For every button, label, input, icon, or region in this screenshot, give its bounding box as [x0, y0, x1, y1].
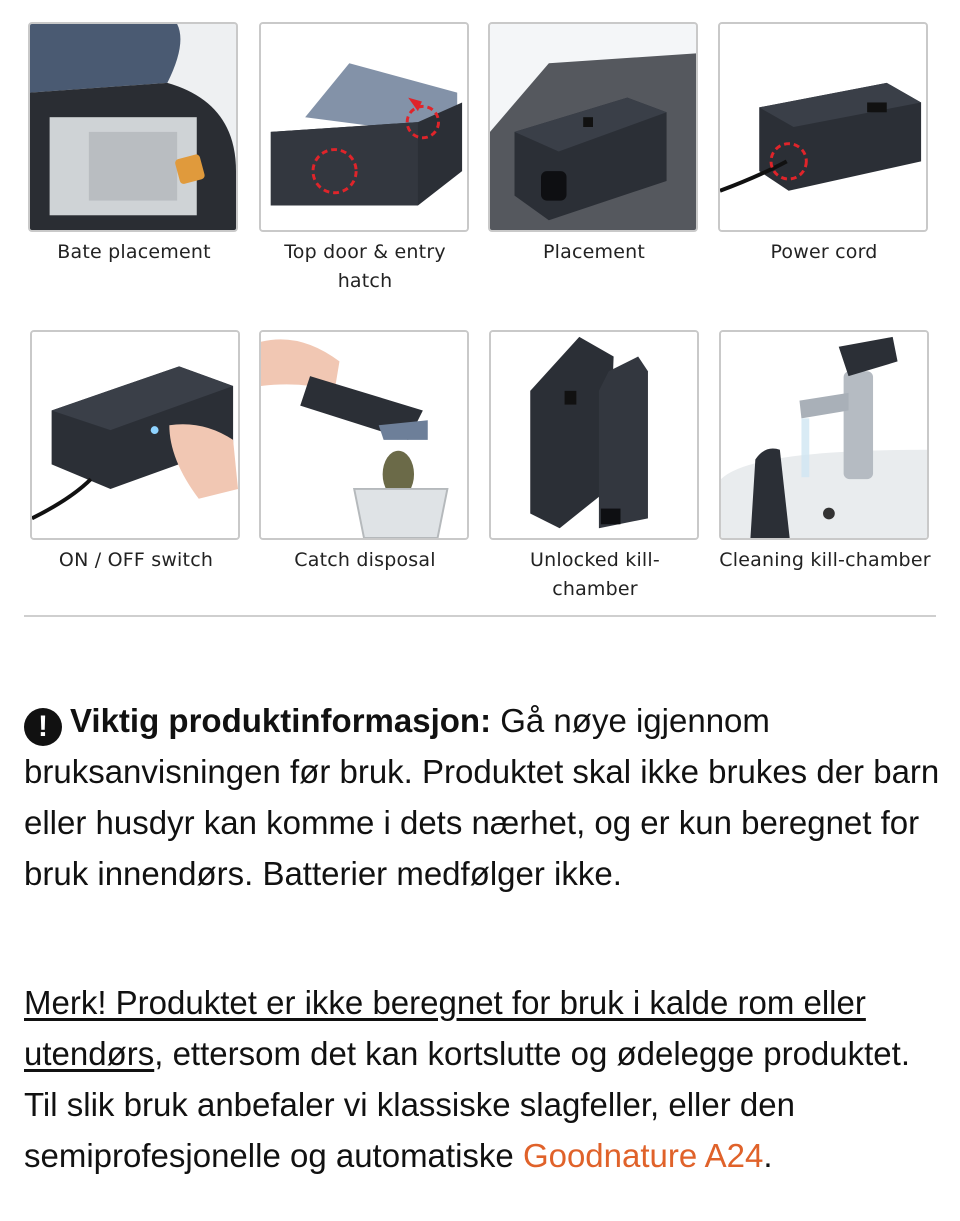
power-cord-image	[718, 22, 928, 232]
bait-tray-icon	[30, 24, 236, 230]
open-lid-icon	[261, 24, 467, 230]
faucet-icon	[721, 332, 927, 538]
gallery-caption: Cleaning kill-chamber	[719, 549, 931, 571]
gallery-item-bait	[28, 22, 240, 267]
gallery-caption: Placement	[542, 241, 645, 263]
gallery-caption: Bate placement	[57, 241, 211, 263]
gallery-item-power-cord	[718, 22, 930, 267]
unlocked-chamber-image	[489, 330, 699, 540]
power-cord-icon	[720, 24, 926, 230]
gallery-caption: Unlocked kill-chamber	[530, 549, 660, 600]
product-info-paragraph	[24, 695, 944, 899]
gallery-item-top-door	[259, 22, 471, 296]
cleaning-chamber-image	[719, 330, 929, 540]
exclamation-icon: !	[24, 708, 62, 746]
placement-image	[488, 22, 698, 232]
info-text: Gå nøye igjennom bruksanvisningen før bruk. Produktet skal ikke brukes der barn eller husdyr kan komme i dets nærhet, og er kun beregnet for bruk innendørs. Batterier medfølger ikke.	[24, 702, 940, 892]
goodnature-link[interactable]: Goodnature A24	[522, 1137, 764, 1174]
gallery-item-cleaning	[719, 330, 931, 575]
gallery-caption: ON / OFF switch	[58, 549, 214, 571]
gallery-caption: Catch disposal	[294, 549, 436, 571]
note-text: , ettersom det kan kortslutte og ødelegge produktet. Til slik bruk anbefaler vi klassiske slagfeller, eller den semiprofesjonelle og automatiske	[24, 1035, 910, 1174]
warning-note-paragraph	[24, 977, 944, 1181]
note-underlined: Merk! Produktet er ikke beregnet for bruk i kalde rom eller utendørs	[24, 984, 866, 1072]
info-heading: Viktig produktinformasjon:	[70, 702, 492, 739]
gallery-item-switch	[30, 330, 242, 575]
gallery-item-open-chamber	[489, 330, 701, 604]
gallery-caption: Top door & entry hatch	[284, 241, 446, 292]
top-door-image	[259, 22, 469, 232]
catch-disposal-image	[259, 330, 469, 540]
trap-on-floor-icon	[490, 24, 696, 230]
gallery-item-disposal	[259, 330, 471, 575]
section-divider	[24, 615, 936, 617]
switch-icon	[32, 332, 238, 538]
open-chamber-icon	[491, 332, 697, 538]
bait-placement-image	[28, 22, 238, 232]
gallery-caption: Power cord	[770, 241, 878, 263]
note-end: .	[763, 1137, 773, 1174]
disposal-icon	[261, 332, 467, 538]
gallery-item-placement	[488, 22, 700, 267]
switch-image	[30, 330, 240, 540]
